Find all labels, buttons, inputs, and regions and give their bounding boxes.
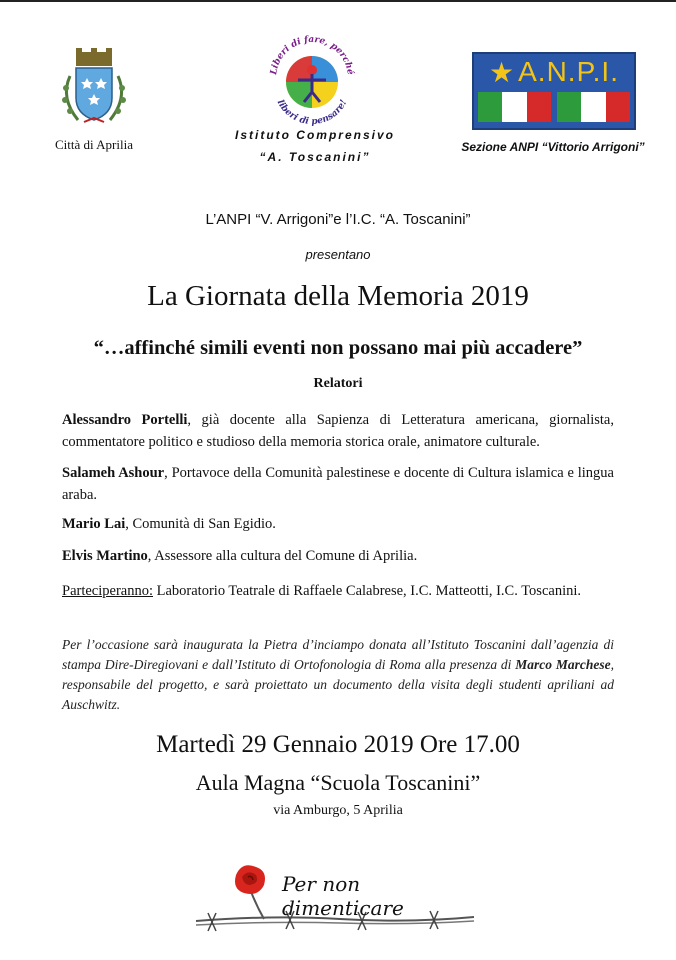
note-highlight: Marco Marchese: [515, 657, 611, 672]
school-motto-bottom: liberi di pensare!: [274, 98, 350, 128]
participants: [62, 580, 614, 602]
coat-of-arms-icon: [44, 46, 144, 128]
note-text-after: , responsabile del progetto, e sarà proiettato un documento della visita degli studenti apriliani ad Auschwitz.: [62, 657, 614, 712]
anpi-flag: [478, 92, 630, 122]
speaker-desc: , Comunità di San Egidio.: [125, 516, 276, 532]
school-name-line1: Istituto Comprensivo: [234, 128, 395, 142]
event-title: La Giornata della Memoria 2019: [147, 280, 529, 312]
aprilia-label: Città di Aprilia: [55, 137, 133, 152]
anpi-logo-text: A.N.P.I.: [518, 56, 619, 87]
school-name-line2: “A. Toscanini”: [259, 150, 371, 164]
speaker-name: Salameh Ashour: [62, 465, 165, 481]
event-subtitle: “…affinché simili eventi non possano mai più accadere”: [93, 337, 583, 359]
speaker-desc: , Assessore alla cultura del Comune di Aprilia.: [147, 548, 418, 564]
school-logo: [262, 30, 362, 130]
school-motto-top: Liberi di fare, perché: [269, 34, 355, 76]
speaker-name: Alessandro Portelli: [62, 412, 188, 428]
presenters-line: L’ANPI “V. Arrigoni”e l’I.C. “A. Toscanini”: [205, 211, 471, 228]
anpi-section-label: Sezione ANPI “Vittorio Arrigoni”: [461, 140, 645, 154]
speaker-desc: , Portavoce della Comunità palestinese e docente di Cultura islamica e lingua araba.: [62, 465, 614, 503]
speaker-4: [62, 545, 614, 567]
aprilia-logo: [44, 46, 144, 152]
event-address: via Amburgo, 5 Aprilia: [273, 803, 403, 818]
speaker-1: [62, 409, 614, 453]
participants-label: Parteciperanno:: [62, 583, 153, 599]
event-datetime: Martedì 29 Gennaio 2019 Ore 17.00: [156, 731, 520, 758]
star-icon: ★: [489, 56, 516, 88]
inauguration-note: [62, 635, 614, 715]
anpi-logo-title: [474, 54, 634, 90]
speaker-desc: , già docente alla Sapienza di Letteratura americana, giornalista, commentatore politico e studioso della memoria storica orale, animatore culturale.: [62, 412, 614, 450]
event-venue: Aula Magna “Scuola Toscanini”: [195, 770, 481, 795]
speakers-heading: Relatori: [313, 376, 363, 391]
school-emblem-icon: [262, 30, 362, 130]
participants-text: Laboratorio Teatrale di Raffaele Calabrese, I.C. Matteotti, I.C. Toscanini.: [153, 583, 581, 599]
anpi-logo: [472, 52, 636, 130]
presentano-label: presentano: [305, 247, 371, 262]
speaker-3: [62, 513, 614, 535]
top-border: [0, 0, 676, 2]
speaker-name: Mario Lai: [62, 516, 126, 532]
note-text-before: Per l’occasione sarà inaugurata la Pietra d’inciampo donata all’Istituto Toscanini dall’agenzia di stampa Dire-Diregiovani e dall’Istituto di Ortofonologia di Roma alla presenza di: [62, 637, 614, 672]
speaker-name: Elvis Martino: [62, 548, 148, 564]
footer-motto: Per non dimenticare: [282, 872, 404, 920]
speaker-2: [62, 462, 614, 506]
